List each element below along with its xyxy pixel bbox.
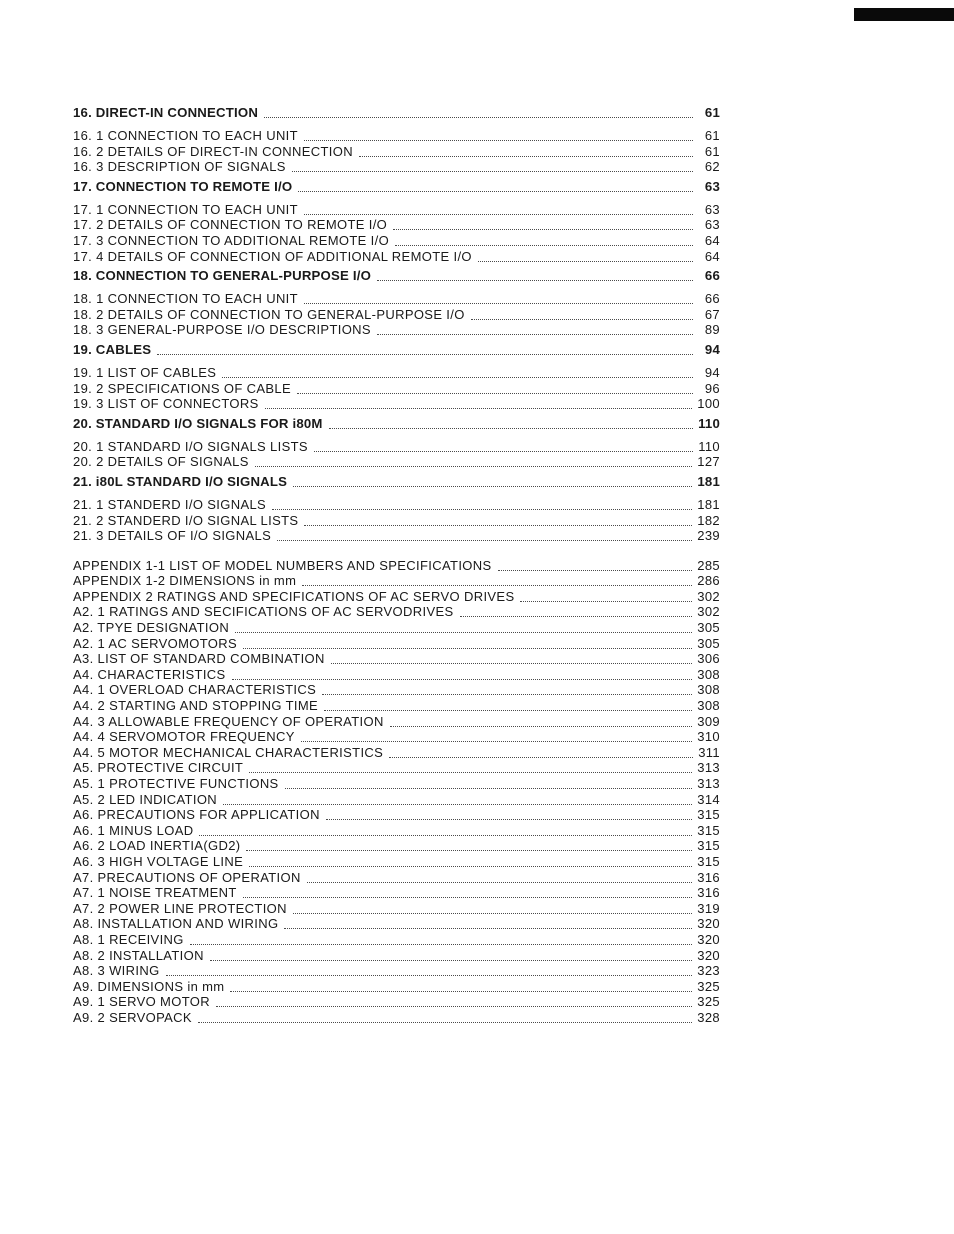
toc-entry[interactable]: [73, 232, 720, 248]
toc-entry-title: A4. 2 STARTING AND STOPPING TIME: [73, 698, 319, 714]
toc-entry[interactable]: [73, 216, 720, 232]
dot-leader: [157, 342, 693, 355]
toc-entry-title: A8. 3 WIRING: [73, 963, 160, 979]
toc-entry[interactable]: [73, 681, 720, 697]
toc-entry-title: A4. 5 MOTOR MECHANICAL CHARACTERISTICS: [73, 744, 384, 760]
toc-entry-title: 16. 2 DETAILS OF DIRECT-IN CONNECTION: [73, 143, 353, 159]
dot-leader: [277, 528, 692, 541]
toc-entry[interactable]: [73, 744, 720, 760]
dot-leader: [210, 948, 692, 961]
dot-leader: [331, 651, 693, 664]
toc-entry-title: A7. 2 POWER LINE PROTECTION: [73, 900, 287, 916]
dot-leader: [307, 870, 693, 883]
toc-entry-title: 16. 1 CONNECTION TO EACH UNIT: [73, 128, 298, 143]
toc-entry[interactable]: [73, 822, 720, 838]
dot-leader: [301, 729, 693, 742]
toc-entry[interactable]: [73, 713, 720, 729]
toc-page-number: 325: [697, 994, 720, 1010]
dot-leader: [249, 854, 692, 867]
dot-leader: [304, 291, 693, 304]
toc-page-number: 310: [697, 729, 720, 745]
toc-page-number: 325: [697, 978, 720, 994]
dot-leader: [243, 636, 692, 649]
toc-entry[interactable]: [73, 806, 720, 822]
toc-section-heading[interactable]: [73, 178, 720, 196]
toc-entry[interactable]: [73, 619, 720, 635]
dot-leader: [322, 682, 692, 695]
table-of-contents: [73, 104, 720, 1025]
toc-entry[interactable]: [73, 364, 720, 380]
toc-entry[interactable]: [73, 453, 720, 469]
toc-page-number: 328: [697, 1009, 720, 1025]
toc-entry[interactable]: [73, 248, 720, 264]
toc-entry[interactable]: [73, 915, 720, 931]
toc-entry-title: A6. 1 MINUS LOAD: [73, 822, 194, 838]
toc-entry-title: A5. 1 PROTECTIVE FUNCTIONS: [73, 776, 279, 791]
toc-entry-title: A5. PROTECTIVE CIRCUIT: [73, 760, 244, 776]
toc-entry[interactable]: [73, 697, 720, 713]
dot-leader: [393, 217, 693, 230]
toc-page-number: 311: [698, 744, 720, 760]
toc-page-number: 313: [697, 760, 720, 776]
toc-page-number: 61: [704, 128, 720, 143]
toc-page-number: 316: [697, 869, 720, 885]
toc-page-number: 314: [697, 791, 720, 807]
toc-entry[interactable]: [73, 588, 720, 604]
toc-entry-title: A5. 2 LED INDICATION: [73, 791, 218, 807]
dot-leader: [326, 807, 692, 820]
dot-leader: [246, 838, 692, 851]
toc-entry-title: A4. 3 ALLOWABLE FREQUENCY OF OPERATION: [73, 713, 384, 729]
dot-leader: [390, 714, 693, 727]
toc-entry-title: 20. 1 STANDARD I/O SIGNALS LISTS: [73, 438, 308, 454]
dot-leader: [377, 268, 693, 281]
toc-page-number: 315: [697, 822, 720, 838]
toc-page-number: 100: [697, 396, 720, 412]
toc-entry-title: A4. 1 OVERLOAD CHARACTERISTICS: [73, 682, 317, 698]
toc-entry-title: 17. 3 CONNECTION TO ADDITIONAL REMOTE I/O: [73, 232, 390, 248]
dot-leader: [222, 365, 693, 378]
toc-page-number: 110: [698, 415, 720, 431]
toc-page-number: 316: [697, 885, 720, 901]
toc-page-number: 315: [697, 853, 720, 869]
dot-leader: [166, 963, 693, 976]
dot-leader: [243, 885, 693, 898]
toc-page-number: 181: [697, 496, 720, 512]
dot-leader: [471, 307, 693, 320]
dot-leader: [255, 454, 692, 467]
toc-page-number: 94: [704, 364, 720, 380]
toc-entry-title: A4. CHARACTERISTICS: [73, 666, 226, 682]
toc-entry-title: 18. CONNECTION TO GENERAL-PURPOSE I/O: [73, 268, 372, 284]
toc-entry-title: 21. 3 DETAILS OF I/O SIGNALS: [73, 528, 272, 544]
dot-leader: [324, 698, 692, 711]
dot-leader: [395, 233, 693, 246]
toc-page-number: 320: [697, 916, 720, 932]
dot-leader: [304, 202, 693, 215]
toc-page-number: 66: [704, 291, 720, 307]
toc-page-number: 89: [704, 322, 720, 338]
corner-black-bar: [854, 8, 954, 21]
dot-leader: [389, 745, 693, 758]
dot-leader: [285, 776, 693, 789]
toc-entry[interactable]: [73, 201, 720, 217]
dot-leader: [249, 760, 692, 773]
toc-entry[interactable]: [73, 947, 720, 963]
dot-leader: [216, 994, 692, 1007]
toc-page-number: 63: [704, 217, 720, 233]
dot-leader: [198, 1010, 692, 1023]
toc-entry-title: APPENDIX 2 RATINGS AND SPECIFICATIONS OF AC SERVO DRIVES: [73, 588, 515, 604]
toc-page-number: 320: [697, 931, 720, 947]
toc-page-number: 67: [704, 306, 720, 322]
toc-entry[interactable]: [73, 395, 720, 411]
toc-section-heading[interactable]: [73, 341, 720, 359]
toc-page-number: 308: [697, 666, 720, 682]
toc-entry[interactable]: [73, 759, 720, 775]
dot-leader: [302, 573, 692, 586]
toc-page-number: 323: [697, 963, 720, 979]
toc-entry-title: A4. 4 SERVOMOTOR FREQUENCY: [73, 729, 295, 745]
toc-entry-title: 21. 1 STANDERD I/O SIGNALS: [73, 496, 267, 512]
toc-page-number: 319: [697, 900, 720, 916]
toc-page-number: 315: [697, 807, 720, 823]
toc-page-number: 308: [697, 698, 720, 714]
toc-section-heading[interactable]: [73, 104, 720, 122]
toc-entry[interactable]: [73, 380, 720, 396]
toc-entry-title: A8. INSTALLATION AND WIRING: [73, 916, 279, 932]
dot-leader: [498, 558, 693, 571]
toc-page-number: 182: [697, 512, 720, 528]
toc-page-number: 308: [697, 682, 720, 698]
toc-page-number: 64: [704, 232, 720, 248]
toc-entry-title: A9. 2 SERVOPACK: [73, 1009, 192, 1025]
toc-entry-title: A9. DIMENSIONS in mm: [73, 978, 225, 994]
toc-page-number: 302: [697, 604, 720, 620]
dot-leader: [297, 381, 693, 394]
dot-leader: [230, 979, 692, 992]
toc-page-number: 66: [704, 268, 720, 284]
toc-entry[interactable]: [73, 557, 720, 573]
toc-entry[interactable]: [73, 728, 720, 744]
toc-entry-title: 17. CONNECTION TO REMOTE I/O: [73, 178, 293, 194]
toc-entry[interactable]: [73, 635, 720, 651]
toc-entry-title: A6. 2 LOAD INERTIA(GD2): [73, 838, 241, 854]
toc-entry-title: 19. CABLES: [73, 341, 152, 357]
toc-entry[interactable]: [73, 853, 720, 869]
toc-page-number: 313: [697, 776, 720, 791]
toc-entry-title: APPENDIX 1-1 LIST OF MODEL NUMBERS AND SPECIFICATIONS: [73, 557, 492, 573]
toc-entry-title: 21. i80L STANDARD I/O SIGNALS: [73, 473, 288, 489]
section-gap: [73, 543, 720, 557]
toc-entry[interactable]: [73, 603, 720, 619]
toc-page-number: 302: [697, 588, 720, 604]
toc-entry-title: A2. 1 RATINGS AND SECIFICATIONS OF AC SERVODRIVES: [73, 604, 454, 620]
dot-leader: [265, 396, 693, 409]
toc-page-number: 286: [697, 573, 720, 589]
toc-entry-title: A3. LIST OF STANDARD COMBINATION: [73, 651, 325, 667]
dot-leader: [520, 589, 692, 602]
dot-leader: [190, 932, 693, 945]
toc-entry-title: A7. 1 NOISE TREATMENT: [73, 885, 237, 901]
toc-entry-title: 19. 3 LIST OF CONNECTORS: [73, 396, 259, 412]
toc-entry-title: 18. 2 DETAILS OF CONNECTION TO GENERAL-PURPOSE I/O: [73, 306, 465, 322]
toc-entry[interactable]: [73, 496, 720, 512]
toc-entry-title: 19. 2 SPECIFICATIONS OF CABLE: [73, 380, 291, 396]
dot-leader: [314, 439, 693, 452]
dot-leader: [460, 604, 693, 617]
toc-entry[interactable]: [73, 775, 720, 791]
dot-leader: [304, 513, 692, 526]
toc-page-number: 61: [704, 105, 720, 120]
toc-entry-title: 17. 4 DETAILS OF CONNECTION OF ADDITIONAL REMOTE I/O: [73, 248, 472, 264]
toc-entry[interactable]: [73, 978, 720, 994]
dot-leader: [284, 916, 692, 929]
toc-entry[interactable]: [73, 290, 720, 306]
toc-page-number: 64: [704, 248, 720, 264]
dot-leader: [377, 322, 693, 335]
toc-entry[interactable]: [73, 527, 720, 543]
toc-entry[interactable]: [73, 666, 720, 682]
toc-page-number: 315: [697, 838, 720, 854]
toc-page-number: 94: [704, 341, 720, 357]
dot-leader: [199, 823, 692, 836]
toc-entry-title: APPENDIX 1-2 DIMENSIONS in mm: [73, 573, 297, 589]
toc-entry[interactable]: [73, 1009, 720, 1025]
toc-entry-title: A8. 1 RECEIVING: [73, 931, 184, 947]
dot-leader: [272, 497, 692, 510]
toc-page-number: 239: [697, 528, 720, 544]
toc-entry-title: 20. STANDARD I/O SIGNALS FOR i80M: [73, 415, 323, 431]
toc-entry-title: A7. PRECAUTIONS OF OPERATION: [73, 869, 301, 885]
toc-entry[interactable]: [73, 143, 720, 159]
dot-leader: [329, 416, 693, 429]
dot-leader: [478, 249, 693, 262]
toc-entry[interactable]: [73, 931, 720, 947]
toc-entry[interactable]: [73, 306, 720, 322]
toc-page-number: 305: [697, 635, 720, 651]
toc-section-heading[interactable]: [73, 267, 720, 285]
toc-entry[interactable]: [73, 321, 720, 337]
toc-entry-title: 20. 2 DETAILS OF SIGNALS: [73, 454, 249, 470]
toc-entry-title: A9. 1 SERVO MOTOR: [73, 994, 210, 1010]
dot-leader: [292, 159, 693, 172]
toc-entry-title: A2. 1 AC SERVOMOTORS: [73, 635, 238, 651]
toc-entry-title: A6. 3 HIGH VOLTAGE LINE: [73, 853, 244, 869]
toc-entry-title: 17. 1 CONNECTION TO EACH UNIT: [73, 201, 298, 217]
dot-leader: [264, 105, 693, 118]
toc-entry[interactable]: [73, 791, 720, 807]
toc-entry-title: 16. DIRECT-IN CONNECTION: [73, 105, 259, 120]
dot-leader: [232, 667, 693, 680]
toc-section-heading[interactable]: [73, 415, 720, 433]
toc-page-number: 62: [704, 159, 720, 175]
dot-leader: [293, 901, 692, 914]
toc-entry[interactable]: [73, 512, 720, 528]
toc-page-number: 306: [697, 651, 720, 667]
toc-entry-title: A2. TPYE DESIGNATION: [73, 620, 230, 636]
dot-leader: [223, 792, 692, 805]
toc-page-number: 305: [697, 620, 720, 636]
toc-entry[interactable]: [73, 127, 720, 143]
toc-entry-title: 18. 3 GENERAL-PURPOSE I/O DESCRIPTIONS: [73, 322, 371, 338]
toc-entry[interactable]: [73, 900, 720, 916]
toc-page-number: 61: [704, 143, 720, 159]
toc-page-number: 96: [704, 380, 720, 396]
dot-leader: [304, 128, 693, 141]
toc-entry-title: 17. 2 DETAILS OF CONNECTION TO REMOTE I/O: [73, 217, 388, 233]
toc-page-number: 63: [704, 178, 720, 194]
toc-entry[interactable]: [73, 869, 720, 885]
toc-page-number: 181: [697, 473, 720, 489]
toc-page-number: 309: [697, 713, 720, 729]
toc-entry[interactable]: [73, 438, 720, 454]
toc-entry[interactable]: [73, 884, 720, 900]
toc-page-number: 285: [697, 557, 720, 573]
toc-entry-title: 16. 3 DESCRIPTION OF SIGNALS: [73, 159, 286, 175]
toc-entry[interactable]: [73, 837, 720, 853]
dot-leader: [298, 179, 693, 192]
toc-entry-title: 19. 1 LIST OF CABLES: [73, 364, 217, 380]
dot-leader: [359, 144, 693, 157]
toc-page-number: 320: [697, 947, 720, 963]
toc-page-number: 110: [698, 438, 720, 454]
toc-entry-title: 21. 2 STANDERD I/O SIGNAL LISTS: [73, 512, 299, 528]
dot-leader: [293, 474, 692, 487]
toc-entry[interactable]: [73, 158, 720, 174]
toc-entry-title: A8. 2 INSTALLATION: [73, 947, 204, 963]
toc-entry[interactable]: [73, 962, 720, 978]
toc-entry[interactable]: [73, 572, 720, 588]
toc-entry-title: A6. PRECAUTIONS FOR APPLICATION: [73, 807, 320, 823]
toc-page-number: 127: [697, 454, 720, 470]
toc-section-heading[interactable]: [73, 473, 720, 491]
toc-entry[interactable]: [73, 993, 720, 1009]
toc-entry[interactable]: [73, 650, 720, 666]
dot-leader: [235, 620, 692, 633]
toc-page-number: 63: [704, 201, 720, 217]
toc-entry-title: 18. 1 CONNECTION TO EACH UNIT: [73, 291, 298, 307]
